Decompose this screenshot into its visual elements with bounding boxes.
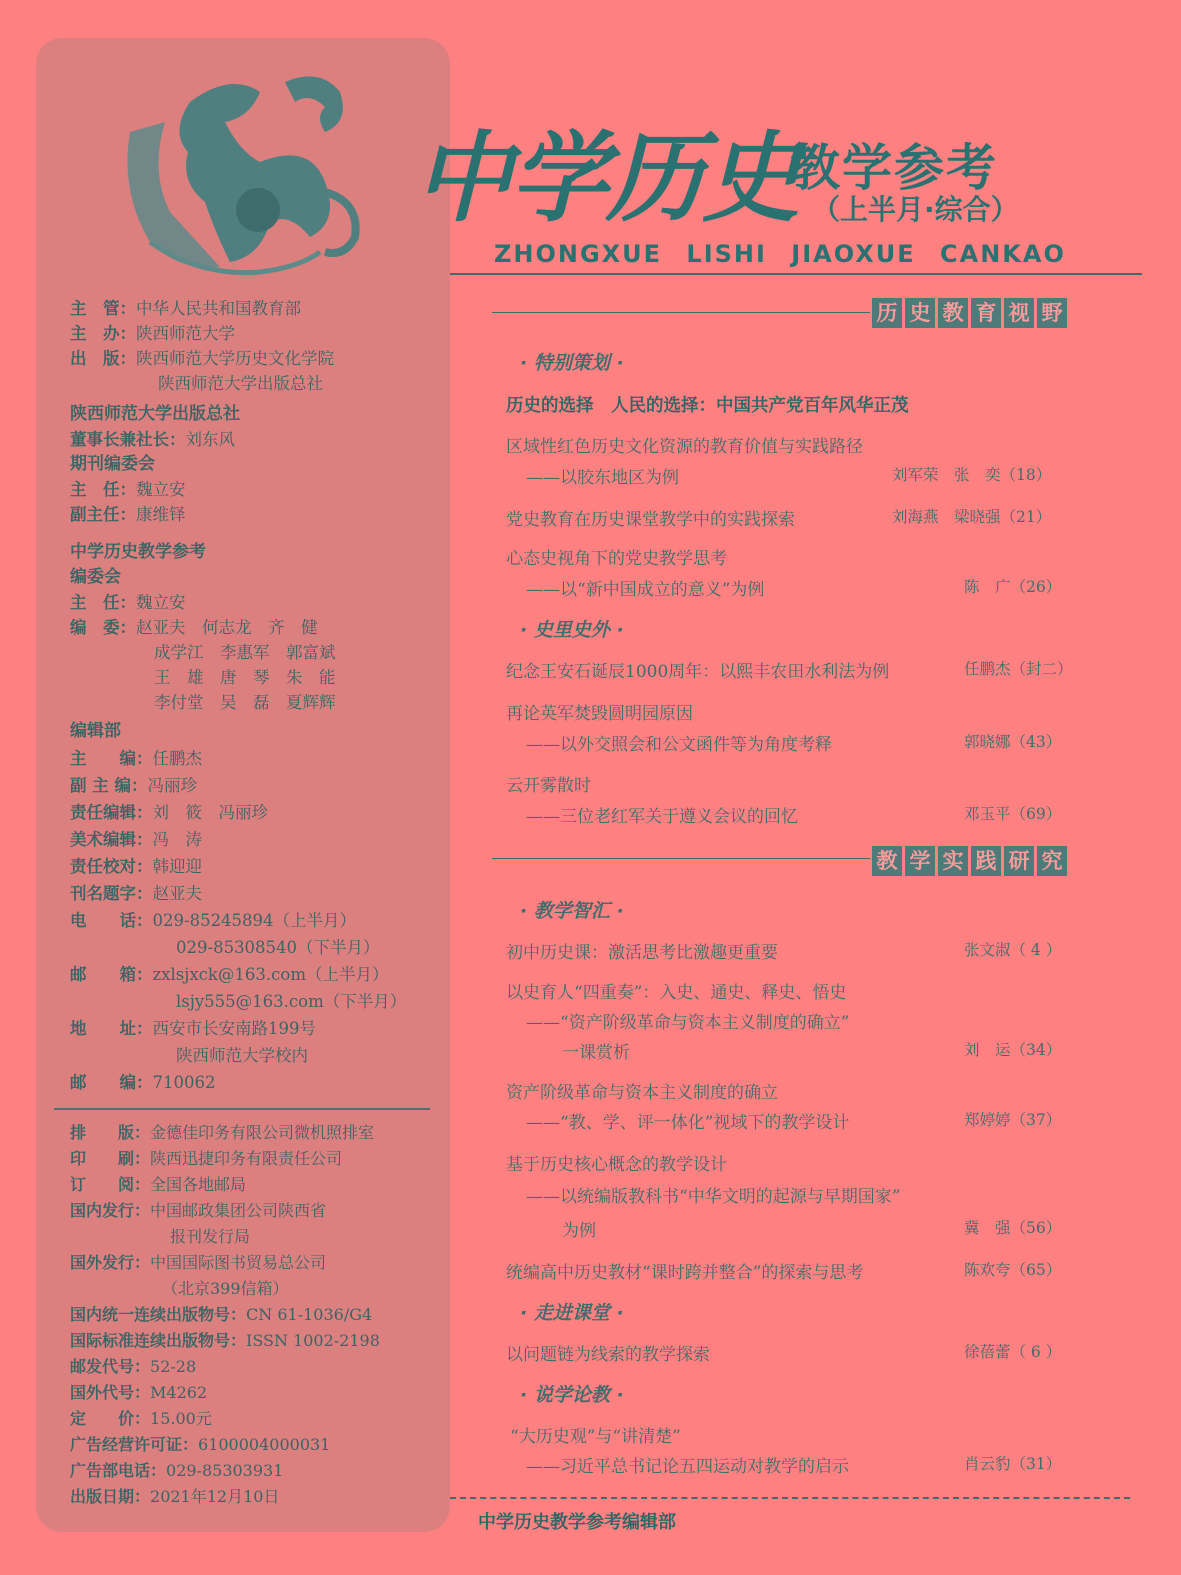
- section-char: 教: [872, 846, 902, 876]
- section-char: 历: [872, 298, 902, 328]
- feature-title: 历史的选择 人民的选择：中国共产党百年风华正茂: [506, 396, 909, 416]
- entry-subtitle: 为例: [562, 1221, 596, 1241]
- heading: 编辑部: [70, 721, 121, 741]
- label: 国内统一连续出版物号：: [70, 1305, 247, 1324]
- entry-author: 任鹏杰（封二）: [964, 660, 1073, 678]
- label: 主 任：: [70, 593, 136, 612]
- label: 地 址：: [70, 1019, 153, 1038]
- entry-subtitle: ——以“新中国成立的意义”为例: [526, 580, 765, 600]
- value: 029-85308540（下半月）: [176, 938, 380, 957]
- section-char: 践: [971, 846, 1001, 876]
- entry-subtitle: 一课赏析: [562, 1043, 630, 1063]
- entry-title: 基于历史核心概念的教学设计: [506, 1155, 727, 1175]
- section-rule: [492, 858, 870, 859]
- section-char: 研: [1004, 846, 1034, 876]
- toc-entry[interactable]: [0, 463, 1181, 489]
- entry-title: 以问题链为线索的教学探索: [506, 1345, 710, 1365]
- value: 李付堂 吴 磊 夏辉辉: [154, 693, 336, 712]
- section-label-teaching-practice: [872, 846, 1067, 876]
- toc-entry[interactable]: [0, 1078, 1181, 1104]
- entry-author: 刘海燕 梁晓强（21）: [892, 508, 1052, 526]
- toc-entry[interactable]: [0, 1038, 1181, 1064]
- label: 美术编辑：: [70, 830, 153, 849]
- entry-title: 区域性红色历史文化资源的教育价值与实践路径: [506, 437, 863, 457]
- toc-entry[interactable]: [0, 544, 1181, 570]
- toc-entry[interactable]: [0, 1452, 1181, 1478]
- heading: 编委会: [70, 567, 121, 587]
- magazine-edition: （上半月·综合）: [812, 193, 1019, 226]
- value: M4262: [150, 1383, 208, 1402]
- footer-publisher: 中学历史教学参考编辑部: [478, 1512, 676, 1533]
- entry-title: 再论英军焚毁圆明园原因: [506, 704, 693, 724]
- toc-entry[interactable]: [0, 575, 1181, 601]
- value: 2021年12月10日: [150, 1487, 280, 1506]
- section-char: 野: [1037, 298, 1067, 328]
- entry-title: 党史教育在历史课堂教学中的实践探索: [506, 510, 795, 530]
- sponsor-info: [70, 296, 334, 396]
- toc-entry[interactable]: [0, 1340, 1181, 1366]
- entry-title: 统编高中历史教材“课时跨并整合”的探索与思考: [506, 1263, 864, 1283]
- subsection-wisdom: · 教学智汇 ·: [520, 900, 624, 922]
- value: 029-85245894（上半月）: [152, 911, 357, 930]
- entry-title: 资产阶级革命与资本主义制度的确立: [506, 1083, 778, 1103]
- label: 广告部电话：: [70, 1461, 167, 1480]
- entry-author: 徐蓓蕾（ 6 ）: [964, 1343, 1062, 1361]
- value: 中国邮政集团公司陕西省: [150, 1201, 327, 1220]
- entry-title: 以史育人“四重奏”：入史、通史、释史、悟史: [506, 983, 847, 1003]
- magazine-pinyin: ZHONGXUE LISHI JIAOXUE CANKAO: [494, 240, 1066, 268]
- entry-title: 初中历史课：激活思考比激趣更重要: [506, 943, 778, 963]
- entry-subtitle: ——“资产阶级革命与资本主义制度的确立”: [526, 1013, 850, 1033]
- value: 52-28: [150, 1357, 197, 1376]
- entry-author: 陈 广（26）: [964, 578, 1062, 596]
- label: 主 管：: [70, 299, 136, 318]
- subsection-special: · 特别策划 ·: [520, 352, 624, 374]
- entry-author: 肖云豹（31）: [964, 1455, 1062, 1473]
- entry-author: 张文淑（ 4 ）: [964, 941, 1062, 959]
- value: 任鹏杰: [152, 749, 202, 768]
- label: 出 版：: [70, 349, 136, 368]
- section-char: 视: [1004, 298, 1034, 328]
- label: 副主任：: [70, 505, 136, 524]
- entry-title: 心态史视角下的党史教学思考: [506, 549, 727, 569]
- entry-author: 陈欢夸（65）: [964, 1261, 1062, 1279]
- label: 国际标准连续出版物号：: [70, 1331, 247, 1350]
- entry-title: 云开雾散时: [506, 776, 591, 796]
- tiger-seal-logo-icon: [110, 62, 370, 277]
- value: （北京399信箱）: [162, 1279, 289, 1298]
- label: 责任编辑：: [70, 803, 153, 822]
- value: 陕西师范大学校内: [176, 1046, 308, 1065]
- value: 陕西迅捷印务有限责任公司: [150, 1149, 343, 1168]
- label: 责任校对：: [70, 857, 153, 876]
- heading: 陕西师范大学出版总社: [70, 404, 240, 424]
- label: 国外代号：: [70, 1383, 151, 1402]
- toc-entry[interactable]: [0, 1008, 1181, 1034]
- value: 陕西师范大学: [136, 324, 235, 343]
- label: 董事长兼社长：: [70, 430, 186, 449]
- toc-entry[interactable]: [0, 1422, 1181, 1448]
- value: 冯丽珍: [147, 776, 197, 795]
- value: 赵亚夫: [152, 884, 202, 903]
- footer-divider: [450, 1497, 1130, 1499]
- value: 全国各地邮局: [150, 1175, 247, 1194]
- toc-entry[interactable]: [0, 938, 1181, 964]
- toc-entry[interactable]: [0, 1182, 1181, 1208]
- entry-author: 冀 强（56）: [964, 1219, 1062, 1237]
- value: ISSN 1002-2198: [246, 1331, 380, 1350]
- toc-entry[interactable]: [0, 802, 1181, 828]
- heading: 中学历史教学参考: [70, 542, 206, 562]
- label: 排 版：: [70, 1123, 151, 1142]
- value: 金德佳印务有限公司微机照排室: [150, 1123, 375, 1142]
- value: 陕西师范大学出版总社: [158, 374, 323, 393]
- value: 西安市长安南路199号: [152, 1019, 316, 1038]
- label: 主 编：: [70, 749, 153, 768]
- label: 邮发代号：: [70, 1357, 151, 1376]
- label: 电 话：: [70, 911, 153, 930]
- label: 国外发行：: [70, 1253, 151, 1272]
- heading: 期刊编委会: [70, 454, 155, 474]
- entry-author: 郑婷婷（37）: [964, 1111, 1062, 1129]
- label: 国内发行：: [70, 1201, 151, 1220]
- label: 广告经营许可证：: [70, 1435, 199, 1454]
- subsection-classroom: · 走进课堂 ·: [520, 1302, 624, 1324]
- value: 中国国际图书贸易总公司: [150, 1253, 327, 1272]
- entry-title: “大历史观”与“讲清楚”: [510, 1427, 681, 1447]
- value: CN 61-1036/G4: [246, 1305, 373, 1324]
- label: 副 主 编：: [70, 776, 148, 795]
- value: zxlsjxck@163.com（上半月）: [152, 965, 389, 984]
- masthead-rule: [450, 273, 1142, 275]
- value: lsjy555@163.com（下半月）: [176, 992, 407, 1011]
- label: 印 刷：: [70, 1149, 151, 1168]
- toc-entry[interactable]: [0, 1150, 1181, 1176]
- value: 陕西师范大学历史文化学院: [136, 349, 334, 368]
- value: 刘 筱 冯丽珍: [152, 803, 268, 822]
- value: 冯 涛: [152, 830, 202, 849]
- entry-author: 邓玉平（69）: [964, 805, 1062, 823]
- value: 710062: [152, 1073, 216, 1092]
- section-char: 学: [905, 846, 935, 876]
- entry-author: 刘 运（34）: [964, 1041, 1062, 1059]
- entry-subtitle: ——以胶东地区为例: [526, 468, 679, 488]
- value: 魏立安: [136, 480, 186, 499]
- entry-author: 刘军荣 张 奕（18）: [892, 466, 1052, 484]
- toc-entry[interactable]: [0, 699, 1181, 725]
- value: 韩迎迎: [152, 857, 202, 876]
- toc-entry[interactable]: [0, 771, 1181, 797]
- toc-entry[interactable]: [0, 1258, 1181, 1284]
- entry-subtitle: ——习近平总书记论五四运动对教学的启示: [526, 1457, 849, 1477]
- label: 主 任：: [70, 480, 136, 499]
- entry-subtitle: ——以统编版教科书“中华文明的起源与早期国家”: [526, 1187, 901, 1207]
- subsection-outside: · 史里史外 ·: [520, 619, 624, 641]
- value: 中华人民共和国教育部: [136, 299, 301, 318]
- section-char: 实: [938, 846, 968, 876]
- value: 15.00元: [150, 1409, 212, 1428]
- label: 编 委：: [70, 618, 136, 637]
- value: 王 雄 唐 琴 朱 能: [154, 668, 336, 687]
- value: 魏立安: [136, 593, 186, 612]
- toc-entry[interactable]: [0, 730, 1181, 756]
- toc-entry[interactable]: [0, 1108, 1181, 1134]
- toc-entry[interactable]: [0, 657, 1181, 683]
- value: 成学江 李惠军 郭富斌: [154, 643, 336, 662]
- label: 邮 编：: [70, 1073, 153, 1092]
- value: 报刊发行局: [170, 1227, 251, 1246]
- toc-entry[interactable]: [0, 432, 1181, 458]
- value: 赵亚夫 何志龙 齐 健: [136, 618, 318, 637]
- toc-entry[interactable]: [0, 978, 1181, 1004]
- magazine-subtitle: 教学参考: [790, 139, 998, 197]
- value: 029-85303931: [166, 1461, 284, 1480]
- label: 主 办：: [70, 324, 136, 343]
- value: 康维铎: [136, 505, 186, 524]
- entry-subtitle: ——三位老红军关于遵义会议的回忆: [526, 807, 798, 827]
- section-char: 教: [938, 298, 968, 328]
- section-label-history-vision: [872, 298, 1067, 328]
- entry-title: 纪念王安石诞辰1000周年：以熙丰农田水利法为例: [506, 662, 890, 682]
- label: 订 阅：: [70, 1175, 151, 1194]
- value: 6100004000031: [198, 1435, 331, 1454]
- toc-entry[interactable]: [0, 505, 1181, 531]
- entry-author: 郭晓娜（43）: [964, 733, 1062, 751]
- label: 定 价：: [70, 1409, 151, 1428]
- section-rule: [492, 312, 870, 313]
- entry-subtitle: ——以外交照会和公文函件等为角度考释: [526, 735, 832, 755]
- toc-entry[interactable]: [0, 1216, 1181, 1242]
- section-char: 究: [1037, 846, 1067, 876]
- section-char: 育: [971, 298, 1001, 328]
- entry-subtitle: ——“教、学、评一体化”视域下的教学设计: [526, 1113, 850, 1133]
- label: 出版日期：: [70, 1487, 151, 1506]
- value: 刘东风: [185, 430, 235, 449]
- subsection-discuss: · 说学论教 ·: [520, 1384, 624, 1406]
- label: 刊名题字：: [70, 884, 153, 903]
- section-char: 史: [905, 298, 935, 328]
- label: 邮 箱：: [70, 965, 153, 984]
- magazine-title: 中学历史: [414, 121, 799, 236]
